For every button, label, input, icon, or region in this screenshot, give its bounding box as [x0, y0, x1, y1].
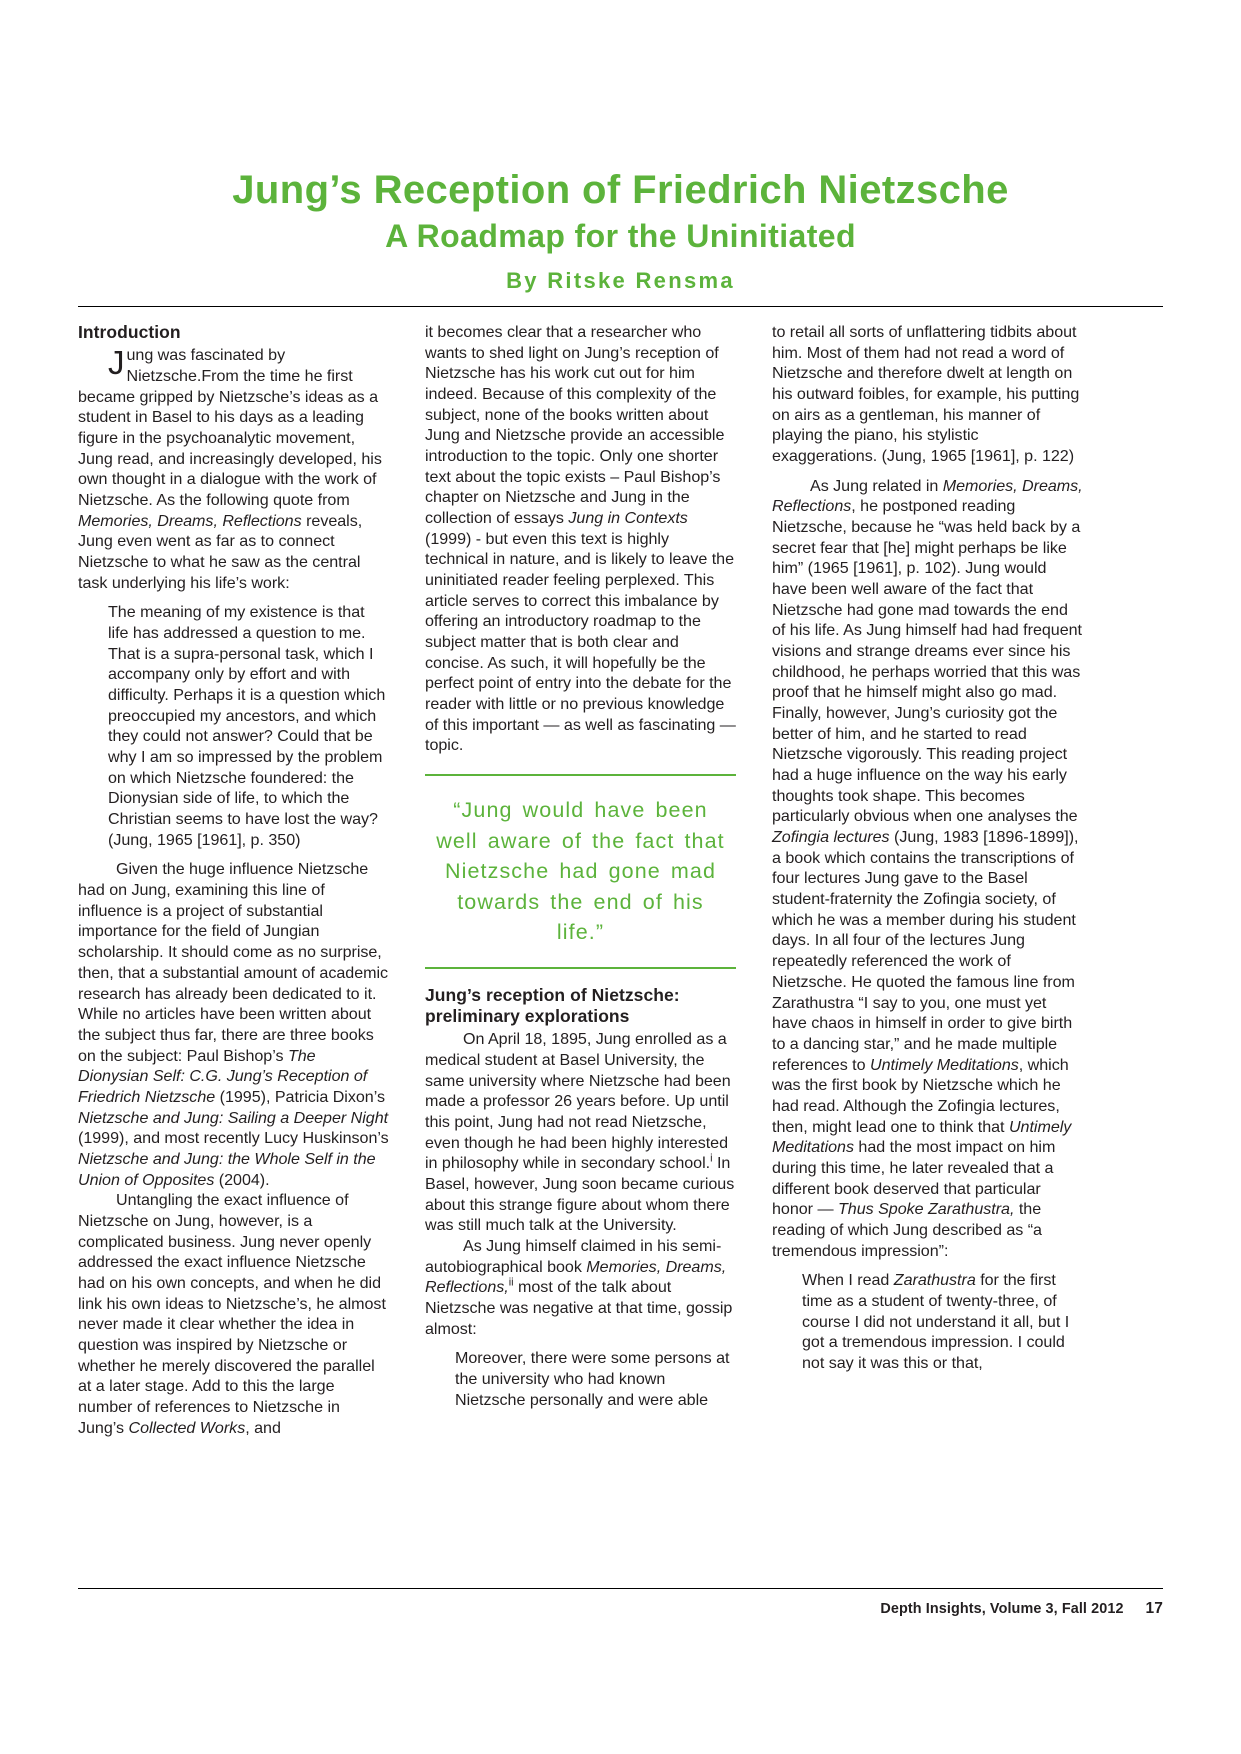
footer-publication: Depth Insights, Volume 3, Fall 2012 — [880, 1601, 1124, 1617]
paragraph-untangling — [78, 1190, 389, 1438]
italic-thus-spoke-zarathustra: Thus Spoke Zarathustra, — [837, 1200, 1015, 1219]
paragraph-as-jung-himself-claimed — [425, 1236, 736, 1339]
header-divider — [78, 306, 1163, 307]
paragraph-intro-first — [78, 345, 389, 593]
spacer — [772, 1261, 1083, 1270]
column-one — [78, 322, 389, 1577]
column-two — [425, 322, 736, 1577]
italic-memories-dreams-reflections-2: Memories, Dreams, Reflections, — [425, 1257, 727, 1297]
pull-quote-text: “Jung would have been well aware of the fact that Nietzsche had gone mad towards the end of his life.” — [436, 798, 725, 945]
italic-nietzsche-and-jung-whole-self: Nietzsche and Jung: the Whole Self in the Union of Opposites — [78, 1149, 376, 1189]
pull-quote — [425, 774, 736, 969]
col3-bq-a: When I read — [802, 1271, 894, 1290]
article-columns — [78, 322, 1163, 1577]
para2-a: Given the huge influence Nietzsche had on Jung, examining this line of influence is a project of substantial importance for the field of Jungian scholarship. It should come as no surprise, then, that a substantial amount of academic research has already been dedicated to it. While no articles have been written about the subject thus far, there are three books on the subject: Paul Bishop’s — [78, 860, 389, 1065]
blockquote-when-i-read-zarathustra — [772, 1270, 1083, 1373]
italic-untimely-meditations-1: Untimely Meditations — [869, 1055, 1019, 1074]
para2-c: (1999), and most recently Lucy Huskinson’s — [78, 1129, 389, 1148]
masthead — [0, 168, 1241, 294]
italic-zofingia-lectures: Zofingia lectures — [772, 828, 890, 847]
blockquote-text — [802, 1270, 1083, 1373]
col3-p2-a: As Jung related in — [810, 476, 943, 495]
col3-p2-b: , he postponed reading Nietzsche, because he “was held back by a secret fear that [he] might perhaps be like him” (1965 [1961], p. 102). Jung would have been well aware of the fact that Nietzsche had gone mad towards the end of his life. As Jung himself had had frequent visions and strange dreams ever since his childhood, he perhaps worried that this was proof that he himself might also go mad. Finally, however, Jung’s curiosity got the better of him, and he started to read Nietzsche vigorously. This reading project had a huge influence on the way his early thoughts took shape. This becomes particularly obvious when one analyses the — [772, 497, 1082, 826]
italic-zarathustra: Zarathustra — [893, 1271, 976, 1290]
col3-p2-f: the reading of which Jung described as “a tremendous impression”: — [772, 1200, 1042, 1260]
spacer — [772, 467, 1083, 476]
intro-first-sentence: ung was fascinated by Nietzsche. — [126, 346, 286, 386]
para3-a: Untangling the exact influence of Nietzsche on Jung, however, is a complicated business. Jung never openly addressed the exact influence Nietzsche had on his own concepts, and when he did link his own ideas to Nietzsche’s, he almost never made it clear whether the idea in question was inspired by Nietzsche or whether he merely discovered the parallel at a later stage. Add to this the large number of references to Nietzsche in Jung’s — [78, 1191, 386, 1437]
col3-bq-b: for the first time as a student of twenty-three, of course I did not understand it all, but I got a tremendous impression. I could not say it was this or that, — [802, 1271, 1070, 1372]
spacer — [425, 1339, 736, 1348]
col2-p2-b: most of the talk about Nietzsche was negative at that time, gossip almost: — [425, 1278, 733, 1338]
section-heading-introduction: Introduction — [78, 322, 181, 342]
paragraph-april-1895 — [425, 1029, 736, 1236]
italic-collected-works: Collected Works — [128, 1418, 246, 1437]
col2-p1-b: In Basel, however, Jung soon became curious about this strange figure about whom there was still much talk at the University. — [425, 1154, 735, 1235]
col2-cont-a: it becomes clear that a researcher who wants to shed light on Jung’s reception of Nietzsche has his work cut out for him indeed. Because of this complexity of the subject, none of the books written about Jung and Nietzsche provide an accessible introduction to the topic. Only one shorter text about the topic exists – Paul Bishop’s chapter on Nietzsche and Jung in the collection of essays — [425, 323, 725, 528]
para2-d: (2004). — [214, 1170, 270, 1189]
italic-nietzsche-and-jung-sailing: Nietzsche and Jung: Sailing a Deeper Night — [78, 1108, 389, 1127]
col3-p2-e: had the most impact on him during this time, he later revealed that a different book deserved that particular honor — — [772, 1138, 1056, 1219]
col2-cont-b: (1999) - but even this text is highly technical in nature, and is likely to leave the uninitiated reader feeling perplexed. This article serves to correct this imbalance by offering an introductory roadmap to the subject matter that is both clear and concise. As such, it will hopefully be the perfect point of entry into the debate for the reader with little or no previous knowledge of this important — as well as fascinating — topic. — [425, 529, 736, 755]
spacer — [78, 593, 389, 602]
col2-p2-a: As Jung himself claimed in his semi-autobiographical book — [425, 1237, 722, 1276]
italic-memories-dreams-reflections-1: Memories, Dreams, Reflections — [78, 511, 302, 530]
blockquote-text: to retail all sorts of unflattering tidbits about him. Most of them had not read a word of Nietzsche and therefore dwelt at length on his outward foibles, for example, his putting on airs as a gentleman, his manner of playing the piano, his stylistic exaggerations. (Jung, 1965 [1961], p. 122) — [772, 323, 1080, 466]
col3-p2-c: (Jung, 1983 [1896-1899]), a book which contains the transcriptions of four lectures Jung gave to the Basel student-fraternity the Zofingia society, of which he was a member during his student days. In all four of the lectures Jung repeatedly referenced the work of Nietzsche. He quoted the famous line from Zarathustra “I say to you, one must yet have chaos in himself in order to give birth to a dancing star,” and he made multiple references to — [772, 828, 1079, 1074]
blockquote-text: Moreover, there were some persons at the university who had known Nietzsche personally and were able — [455, 1349, 730, 1409]
blockquote-moreover-persons — [425, 1348, 736, 1410]
section-heading-preliminary-explorations: Jung’s reception of Nietzsche: preliminary explorations — [425, 984, 680, 1027]
footer-divider — [78, 1588, 1163, 1589]
intro-rest-b: reveals, Jung even went as far as to connect Nietzsche to what he saw as the central task underlying his life’s work: — [78, 511, 363, 592]
para3-b: , and — [245, 1418, 281, 1437]
page-number: 17 — [1145, 1600, 1163, 1617]
spacer — [78, 850, 389, 859]
paragraph-as-jung-related — [772, 476, 1083, 1262]
italic-untimely-meditations-2: Untimely Meditations — [772, 1117, 1072, 1157]
footnote-marker-i[interactable]: i — [710, 1153, 713, 1166]
footer — [880, 1600, 1163, 1618]
drop-cap: J — [108, 344, 125, 382]
intro-rest-a: From the time he first became gripped by Nietzsche’s ideas as a student in Basel to his days as a leading figure in the psychoanalytic movement, Jung read, and increasingly developed, his own thought in a dialogue with the work of Nietzsche. As the following quote from — [78, 367, 382, 510]
blockquote-jung-meaning — [78, 602, 389, 850]
blockquote-text: The meaning of my existence is that life has addressed a question to me. That is a supra-personal task, which I accompany only by effort and with difficulty. Perhaps it is a question which preoccupied my ancestors, and which they could not answer? Could that be why I am so impressed by the problem on which Nietzsche foundered: the Dionysian side of life, to which the Christian seems to have lost the way? (Jung, 1965 [1961], p. 350) — [108, 603, 386, 849]
para2-b: (1995), Patricia Dixon’s — [215, 1087, 385, 1106]
footnote-marker-ii[interactable]: ii — [508, 1277, 514, 1290]
italic-dionysian-self: The Dionysian Self: C.G. Jung’s Reception of Friedrich Nietzsche — [78, 1046, 368, 1106]
byline: By Ritske Rensma — [506, 267, 735, 293]
italic-memories-dreams-reflections-3: Memories, Dreams, Reflections — [772, 476, 1083, 516]
page-subtitle: A Roadmap for the Uninitiated — [385, 217, 856, 254]
column-three — [772, 322, 1083, 1577]
paragraph-continued-from-column-one — [425, 322, 736, 756]
col2-p1-a: On April 18, 1895, Jung enrolled as a medical student at Basel University, the same university where Nietzsche had been made a professor 26 years before. Up until this point, Jung had not read Nietzsche, even though he had been highly interested in philosophy while in secondary school. — [425, 1030, 731, 1173]
col3-p2-d: , which was the first book by Nietzsche which he had read. Although the Zofingia lectures, then, might lead one to think that — [772, 1055, 1069, 1136]
page-title: Jung’s Reception of Friedrich Nietzsche — [232, 168, 1009, 212]
paragraph-given-huge-influence — [78, 859, 389, 1190]
blockquote-continued-tidbits — [772, 322, 1083, 467]
italic-jung-in-contexts: Jung in Contexts — [568, 509, 688, 528]
